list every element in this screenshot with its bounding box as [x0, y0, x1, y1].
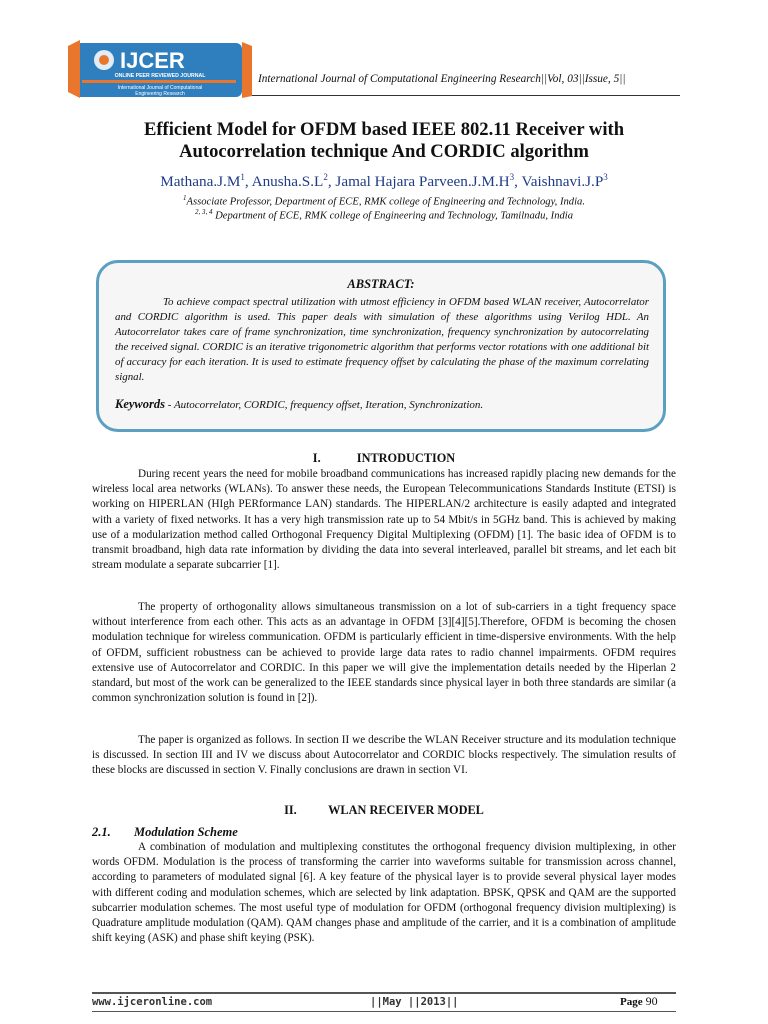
author-name: Anusha.S.L: [251, 173, 324, 191]
affiliation-text: Department of ECE, RMK college of Engineering and Technology, Tamilnadu, India: [215, 210, 574, 222]
author-affil-number: 3: [509, 172, 515, 182]
section-number: II.: [284, 803, 297, 817]
affiliation-number: 1: [183, 194, 187, 202]
keywords-label: Keywords: [115, 397, 165, 411]
abstract-text: [115, 295, 649, 386]
author-separator: ,: [514, 173, 522, 191]
affiliation-1: [60, 194, 708, 208]
logo-journal-name: International Journal of Computational: [117, 85, 203, 91]
paragraph-text: A combination of modulation and multiplexing constitutes the orthogonal frequency division multiplexing, in other words OFDM. Modulation is the process of transforming the carrier into waveforms suitable for transmission across channel, according to parameters of modulated signal [6]. A key feature of the physical layer is to provide several physical layer modes with different coding and modulation schemes, which are selected by link adaptation. BPSK, QPSK and QAM are the supported subcarrier modulation schemes. The most useful type of modulation for OFDM (orthogonal frequency division multiplexing) is Quadrature amplitude modulation (QAM). QAM changes phase and amplitude of the carrier, and it is a combination of amplitude shift keying (ASK) and phase shift keying (PSK).: [92, 841, 676, 945]
section-number: I.: [312, 451, 321, 465]
title-line-2: Autocorrelation technique And CORDIC algorithm: [179, 141, 589, 162]
intro-paragraph-1: [92, 467, 676, 573]
paper-title: [60, 119, 708, 163]
author-separator: ,: [244, 173, 252, 191]
affiliation-2: [60, 208, 708, 222]
section-title: INTRODUCTION: [356, 451, 456, 465]
intro-paragraph-3: [92, 733, 676, 779]
abstract-body: To achieve compact spectral utilization with utmost efficiency in OFDM based WLAN receiver, Autocorrelator and CORDIC algorithm is used. This paper deals with simulation of these algorithms using Verilog HDL. An Autocorrelator takes care of frame synchronization, time synchronization, frequency synchronization by autocorrelating the received signal. CORDIC is an iterative trigonometric algorithm that performs vector rotations with one additional bit of accuracy for each iteration. It is used to estimate frequency offset by calculating the phase of the maximum correlating signal.: [115, 296, 649, 384]
author-list: [60, 172, 708, 191]
page-number: 90: [645, 994, 658, 1008]
header-divider: [252, 95, 680, 96]
logo-tagline: ONLINE PEER REVIEWED JOURNAL: [114, 73, 206, 79]
footer-page-number: [620, 994, 658, 1009]
keywords: [115, 397, 649, 412]
author-affil-number: 1: [240, 172, 245, 182]
paragraph-text: The paper is organized as follows. In section II we describe the WLAN Receiver structure and its modulation technique is discussed. In section III and IV we discuss about Autocorrelator and CORDIC blocks respectively. The simulation results of these blocks are discussed in section V. Finally conclusions are drawn in section VI.: [92, 734, 676, 777]
author-separator: ,: [327, 173, 336, 191]
paragraph-text: The property of orthogonality allows simultaneous transmission on a lot of sub-carriers in a tight frequency space without interference from each other. This acts as an advantage in OFDM [3][4][5].Therefore, OFDM is becoming the chosen modulation technique for wireless communication. OFDM is particularly efficient in time-dispersive environments. With the help of OFDM, sufficient robustness can be achieved to provide large data rates to radio channel impairments. OFDM requires extensive use of Autocorrelator and CORDIC. In this paper we will give the implementation details needed by the Hiperlan 2 standard, but most of the work can be generalized to the IEEE standards since physical layer in both three standards are similar (a common synchronization solution is found in [2]).: [92, 601, 676, 705]
intro-paragraph-2: [92, 600, 676, 706]
keywords-list: - Autocorrelator, CORDIC, frequency offset, Iteration, Synchronization.: [165, 399, 484, 411]
author-affil-number: 3: [603, 172, 608, 182]
abstract-heading: ABSTRACT:: [347, 277, 415, 291]
section-heading-wlan-receiver: [60, 803, 708, 818]
section-title: WLAN RECEIVER MODEL: [328, 803, 484, 817]
footer-website: www.ijceronline.com: [92, 996, 213, 1008]
subsection-title: Modulation Scheme: [134, 825, 238, 839]
section-heading-introduction: [60, 451, 708, 466]
ijcer-logo: [68, 40, 252, 102]
author-name: Vaishnavi.J.P: [521, 173, 604, 191]
author-name: Mathana.J.M: [160, 173, 241, 191]
title-line-1: Efficient Model for OFDM based IEEE 802.11 Receiver with: [143, 119, 625, 140]
logo-name: IJCER: [120, 48, 185, 73]
footer-divider-bottom: [92, 1011, 676, 1012]
paragraph-text: During recent years the need for mobile broadband communications has increased rapidly placing new demands for the wireless local area networks (WLANs). To answer these needs, the European Telecommunications Standards Institute (ETSI) is working on HIPERLAN (HIgh PERformance LAN) standards. The HIPERLAN/2 architecture is easily adapted and integrated with a variety of fixed networks. It has a very high transmission rate up to 54 Mbit/s in 5GHz band. This is achieved by making use of a modularization method called Orthogonal Frequency Digital Multiplexing (OFDM) [1]. The basic idea of OFDM is to transmit broadband, high data rate information by dividing the data into several interleaved, parallel bit streams, and let each bit stream modulate a separate subcarrier [1].: [92, 468, 676, 572]
page-label: Page: [620, 996, 643, 1008]
author-name: Jamal Hajara Parveen.J.M.H: [335, 173, 510, 191]
subsection-number: 2.1.: [92, 825, 111, 839]
logo-journal-name-2: Engineering Research: [135, 91, 185, 97]
subsection-heading-modulation: [92, 825, 238, 840]
affiliation-text: Associate Professor, Department of ECE, RMK college of Engineering and Technology, India.: [186, 196, 585, 208]
journal-header: International Journal of Computational Engineering Research||Vol, 03||Issue, 5||: [258, 73, 626, 85]
affiliation-number: 2, 3, 4: [194, 208, 213, 216]
footer-date: ||May ||2013||: [370, 996, 459, 1008]
modulation-paragraph: [92, 840, 676, 946]
footer-divider-top: [92, 992, 676, 994]
author-affil-number: 2: [323, 172, 328, 182]
abstract-box: [96, 260, 666, 432]
